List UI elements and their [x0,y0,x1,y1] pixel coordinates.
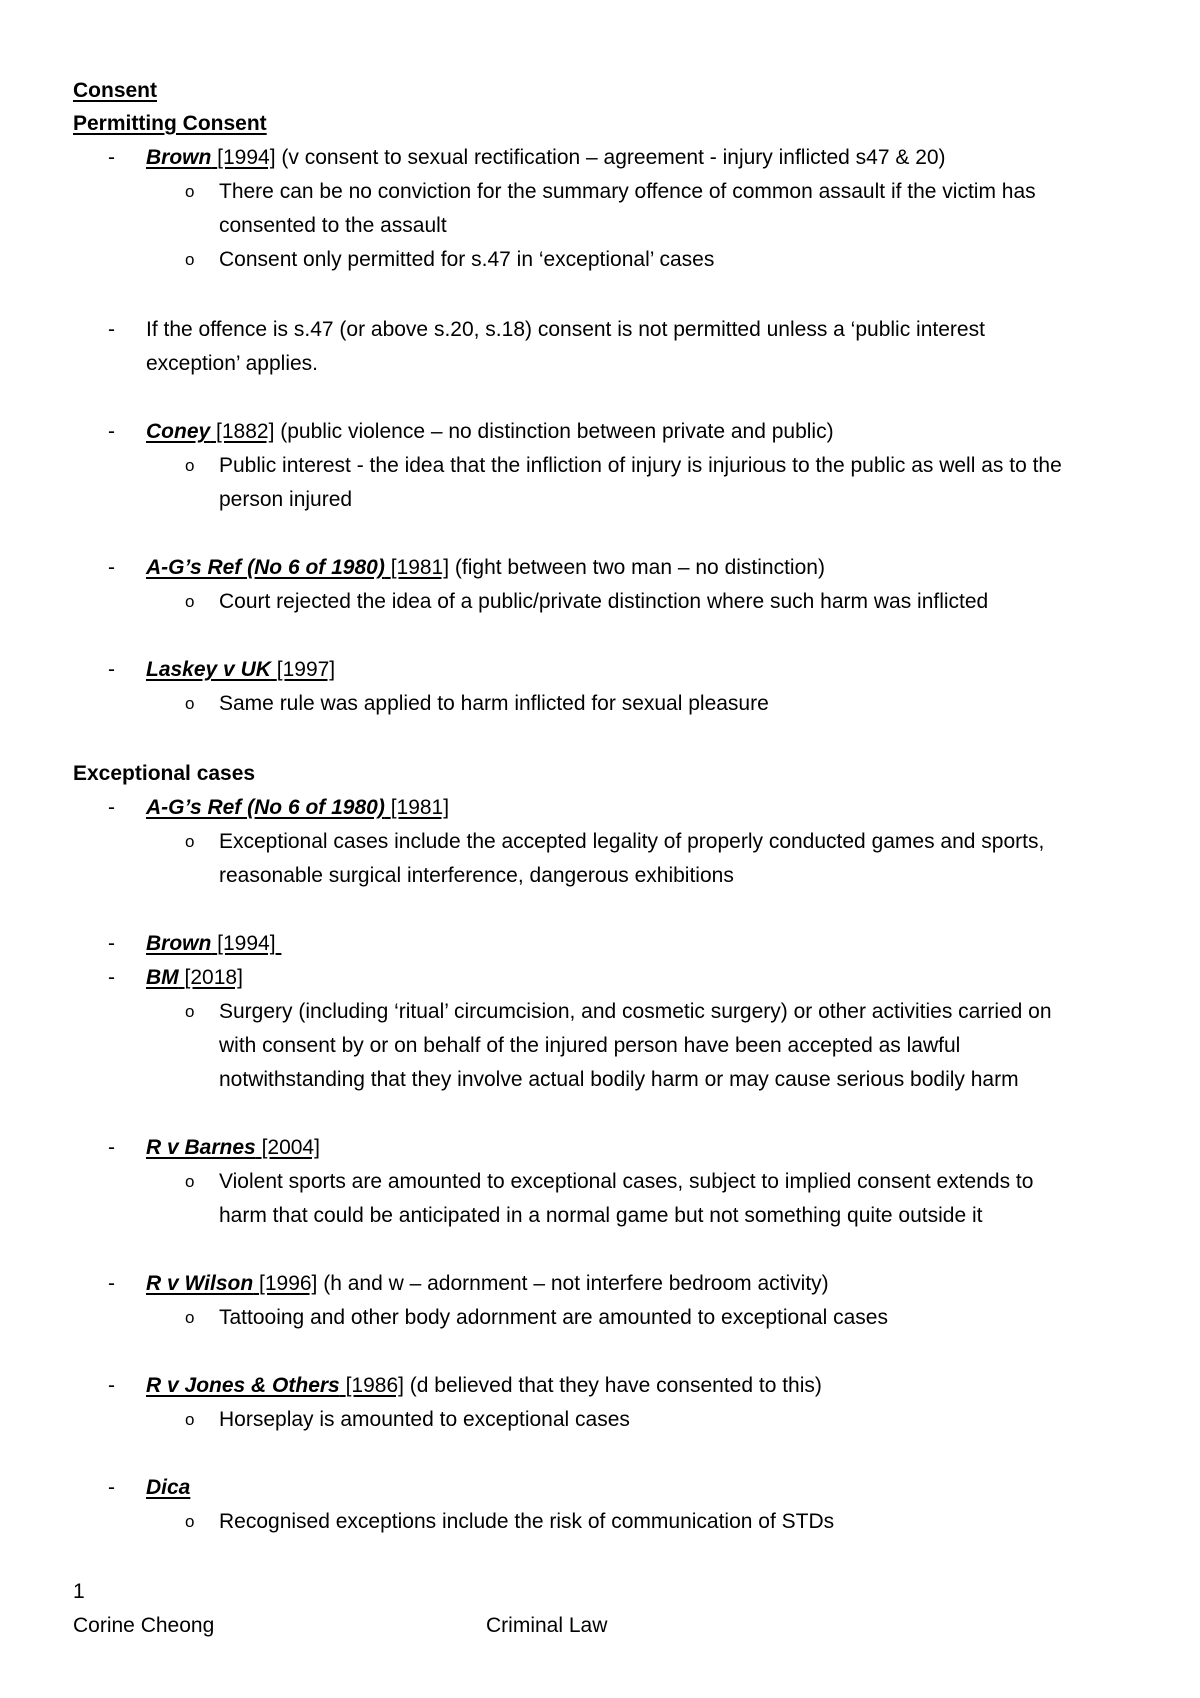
bullet-marker: o [185,250,195,269]
section-heading-exceptional: Exceptional cases [73,762,256,785]
dash-marker: - [108,1476,115,1499]
case-entry-laskey [146,659,335,680]
point-text: Tattooing and other body adornment are amounted to exceptional cases [219,1306,888,1329]
case-name: BM [146,966,179,989]
point-text: Recognised exceptions include the risk of communication of STDs [219,1510,835,1533]
dash-marker: - [108,966,115,989]
case-citation-year: [2004] [261,1136,320,1159]
document-title: Consent [73,79,157,102]
point-text: notwithstanding that they involve actual bodily harm or may cause serious bodily harm [219,1068,1019,1091]
point-text: with consent by or on behalf of the injured person have been accepted as lawful [219,1034,961,1057]
footer-subject: Criminal Law [486,1614,608,1637]
dash-marker: - [108,556,115,579]
point-text: Violent sports are amounted to exceptional cases, subject to implied consent extends to [219,1170,1034,1193]
dash-marker: - [108,658,115,681]
case-name: Brown [146,146,212,169]
case-citation-year: [1986] [345,1374,404,1397]
point-text: Consent only permitted for s.47 in ‘exceptional’ cases [219,248,715,271]
point-text: Horseplay is amounted to exceptional cases [219,1408,630,1431]
point-text: Exceptional cases include the accepted legality of properly conducted games and sports, [219,830,1045,853]
dash-marker: - [108,420,115,443]
case-name: A-G’s Ref (No 6 of 1980) [146,556,385,579]
point-text: Same rule was applied to harm inflicted for sexual pleasure [219,692,769,715]
case-note: (v consent to sexual rectification – agreement - injury inflicted s47 & 20) [275,146,946,169]
point-text: Court rejected the idea of a public/private distinction where such harm was inflicted [219,590,989,613]
case-entry-ag-ref-exceptional [146,797,449,818]
case-name: A-G’s Ref (No 6 of 1980) [146,796,385,819]
case-entry-brown-exceptional [146,933,281,954]
case-citation-year: [1996] [259,1272,318,1295]
bullet-marker: o [185,832,195,851]
section-heading-permitting: Permitting Consent [73,112,267,135]
bullet-marker: o [185,182,195,201]
dash-marker: - [108,318,115,341]
bullet-marker: o [185,592,195,611]
case-entry-brown [146,147,946,168]
dash-marker: - [108,1272,115,1295]
point-text: harm that could be anticipated in a normal game but not something quite outside it [219,1204,983,1227]
case-note: (fight between two man – no distinction) [449,556,825,579]
bullet-marker: o [185,1002,195,1021]
dash-marker: - [108,1136,115,1159]
point-text: There can be no conviction for the summary offence of common assault if the victim has [219,180,1036,203]
case-entry-jones [146,1375,822,1396]
case-citation-year: [1981] [390,796,450,819]
dash-marker: - [108,932,115,955]
point-text: If the offence is s.47 (or above s.20, s.18) consent is not permitted unless a ‘public interest [146,318,985,341]
bullet-marker: o [185,1512,195,1531]
point-text: Surgery (including ‘ritual’ circumcision, and cosmetic surgery) or other activities carried on [219,1000,1052,1023]
bullet-marker: o [185,694,195,713]
case-citation-year: [1997] [276,658,336,681]
case-name: Coney [146,420,211,443]
bullet-marker: o [185,456,195,475]
bullet-marker: o [185,1172,195,1191]
case-entry-wilson [146,1273,829,1294]
case-name: Laskey v UK [146,658,271,681]
dash-marker: - [108,1374,115,1397]
dash-marker: - [108,146,115,169]
footer-author: Corine Cheong [73,1614,215,1637]
case-citation-year: [1994] [217,146,276,169]
case-citation-year: [1882] [216,420,275,443]
point-text: person injured [219,488,353,511]
point-text: Public interest - the idea that the infliction of injury is injurious to the public as well as to the [219,454,1062,477]
page-number: 1 [73,1580,85,1603]
dash-marker: - [108,796,115,819]
case-note: (d believed that they have consented to this) [403,1374,822,1397]
case-citation-year: [1981] [390,556,450,579]
case-entry-bm [146,967,243,988]
case-name: Brown [146,932,212,955]
case-note: (public violence – no distinction between private and public) [274,420,834,443]
point-text: exception’ applies. [146,352,318,375]
case-note: (h and w – adornment – not interfere bedroom activity) [317,1272,829,1295]
case-entry-coney [146,421,834,442]
case-name: Dica [146,1476,191,1499]
case-entry-ag-ref [146,557,825,578]
case-name: R v Wilson [146,1272,254,1295]
point-text: consented to the assault [219,214,447,237]
case-entry-dica [146,1477,190,1498]
case-entry-barnes [146,1137,320,1158]
case-name: R v Barnes [146,1136,256,1159]
case-citation-year: [2018] [184,966,243,989]
case-citation-year: [1994] [217,932,276,955]
case-name: R v Jones & Others [146,1374,340,1397]
point-text: reasonable surgical interference, dangerous exhibitions [219,864,734,887]
bullet-marker: o [185,1308,195,1327]
bullet-marker: o [185,1410,195,1429]
